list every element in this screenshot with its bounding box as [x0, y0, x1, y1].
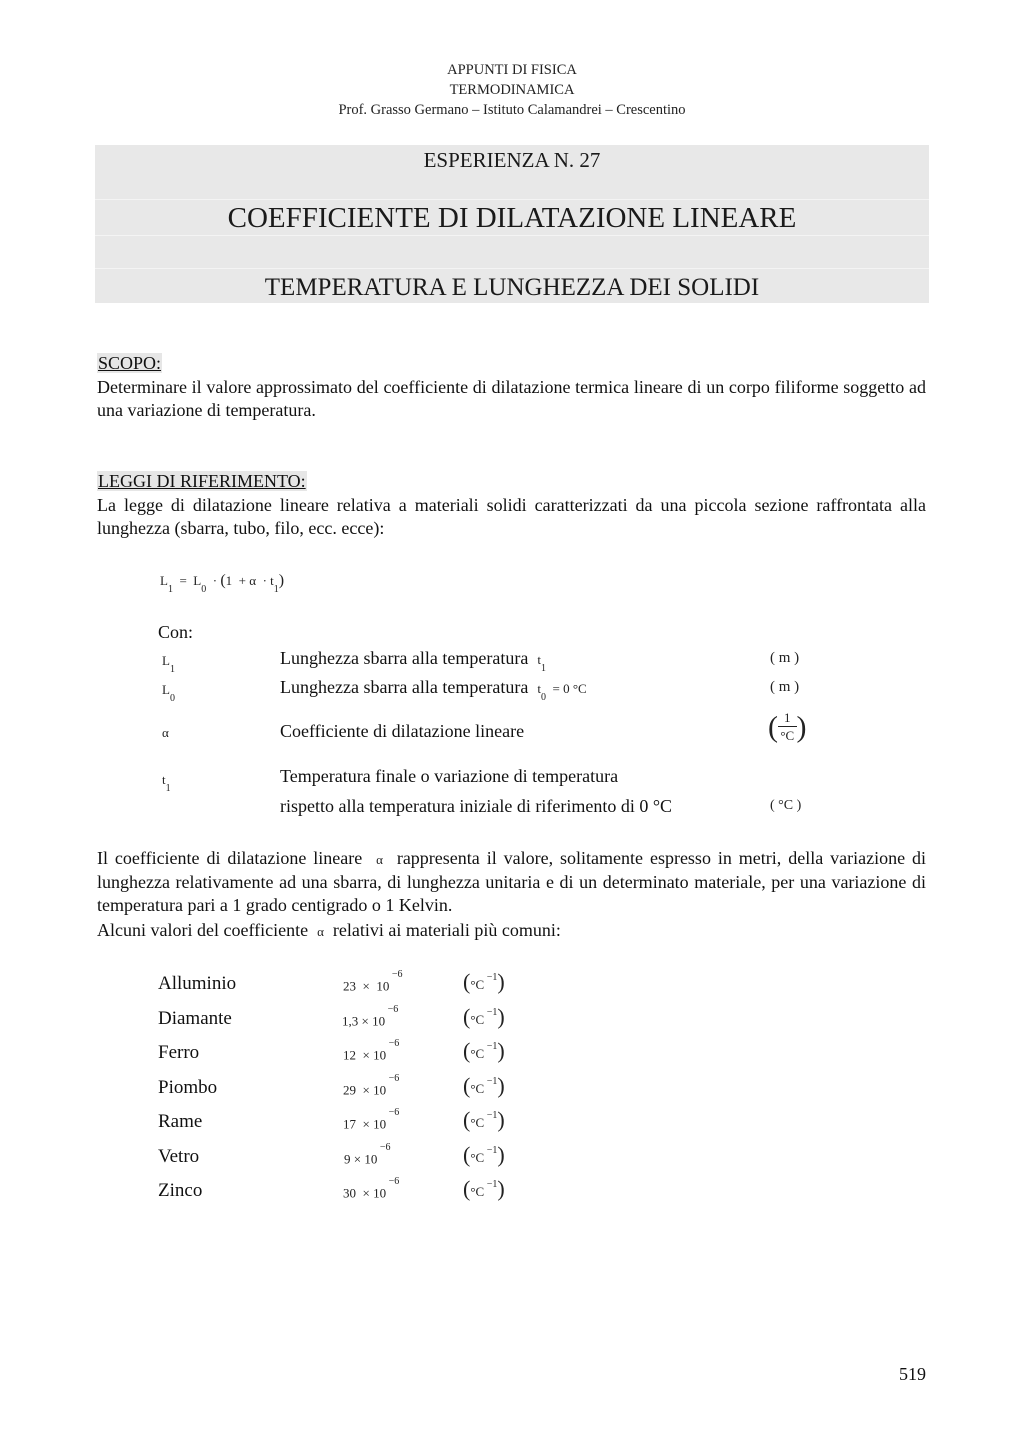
def-unit-alpha: ( $\frac{1}{^\circ C}$ ): [768, 710, 807, 744]
leggi-text: La legge di dilatazione lineare relativa a materiali solidi caratterizzati da una piccola sezione raffrontata alla lunghezza (sbarra, tubo, filo, ecc. ecce):: [97, 495, 926, 538]
header-line-1: APPUNTI DI FISICA: [447, 62, 577, 78]
def-symbol-alpha: α: [162, 725, 169, 740]
formula: $L_1 = L_0 \cdot (1 + \alpha \cdot t_1)$: [160, 572, 285, 595]
list-item: Zinco 30 × 10 $^{-6}$ (°C $^{-1}$): [158, 1176, 505, 1201]
def-symbol-L1: $L_1$: [162, 653, 175, 675]
list-item: Piombo 29 × 10 $^{-6}$ (°C $^{-1}$): [158, 1073, 505, 1098]
def-desc-L0: Lunghezza sbarra alla temperatura $t_0 = 0$ °C: [280, 677, 587, 703]
def-desc-t1: Temperatura finale o variazione di temperatura: [280, 766, 619, 786]
def-unit-L0: ( m ): [770, 679, 800, 695]
page-number: 519: [899, 1364, 926, 1384]
page-subtitle: TEMPERATURA E LUNGHEZZA DEI SOLIDI: [264, 274, 760, 301]
paragraph-values-intro: Alcuni valori del coefficiente α relativi ai materiali più comuni:: [97, 920, 561, 940]
def-desc-t1-line2: rispetto alla temperatura iniziale di riferimento di 0 °C: [280, 796, 673, 816]
scopo-heading: SCOPO:: [98, 353, 162, 373]
def-desc-alpha: Coefficiente di dilatazione lineare: [280, 721, 525, 741]
def-unit-L1: ( m ): [770, 650, 800, 666]
def-symbol-L0: $L_0$: [162, 682, 175, 704]
con-label: Con:: [158, 622, 194, 642]
list-item: Alluminio 23 × 10 $^{-6}$ (°C $^{-1}$): [158, 969, 505, 994]
page-title: COEFFICIENTE DI DILATAZIONE LINEARE: [227, 202, 797, 234]
experiment-number: ESPERIENZA N. 27: [423, 148, 601, 172]
list-item: Rame 17 × 10 $^{-6}$ (°C $^{-1}$): [158, 1107, 505, 1132]
header-line-2: TERMODINAMICA: [449, 82, 575, 98]
def-unit-t1: ( °C ): [770, 798, 802, 813]
list-item: Diamante 1,3 × 10 $^{-6}$ (°C $^{-1}$): [158, 1004, 505, 1029]
def-symbol-t1: $t_1$: [162, 772, 171, 794]
def-desc-L1: Lunghezza sbarra alla temperatura $t_1$: [280, 648, 546, 674]
list-item: Vetro 9 × 10 $^{-6}$ (°C $^{-1}$): [158, 1142, 505, 1167]
scopo-text: Determinare il valore approssimato del coefficiente di dilatazione termica lineare di un corpo filiforme soggetto ad una variazione di temperatura.: [97, 377, 926, 420]
header-line-3: Prof. Grasso Germano – Istituto Calamandrei – Crescentino: [338, 102, 686, 118]
paragraph-alpha-definition: Il coefficiente di dilatazione lineare α rappresenta il valore, solitamente espresso in metri, della variazione di lunghezza relativamente ad una sbarra, di lunghezza unitaria e di un determinato materiale, per una variazione di temperatura pari a 1 grado centigrado o 1 Kelvin.: [97, 848, 927, 915]
list-item: Ferro 12 × 10 $^{-6}$ (°C $^{-1}$): [158, 1038, 505, 1063]
leggi-heading: LEGGI DI RIFERIMENTO:: [98, 471, 306, 491]
